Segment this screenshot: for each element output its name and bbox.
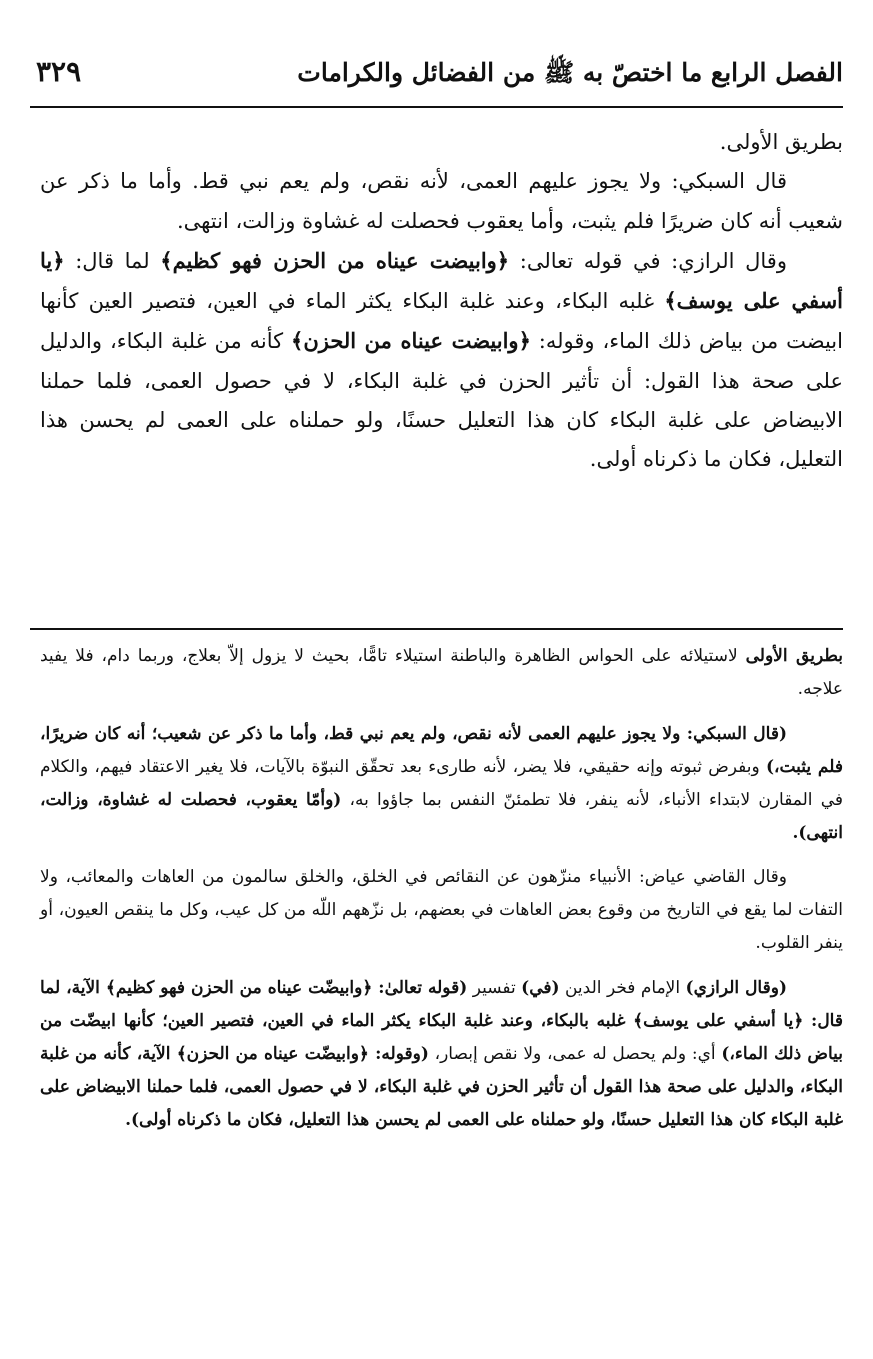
main-text-segment: وقال الرازي: في قوله تعالى: — [509, 248, 787, 273]
quran-quote: ﴿يا أسفي على يوسف﴾ — [40, 247, 843, 314]
commentary-segment: لاستيلائه على الحواس الظاهرة والباطنة استيلاء تامًّا، بحيث لا يزول إلاّ بعلاج، وربما دام، فلا يفيد علاجه. — [40, 646, 843, 699]
main-text-segment: كأنه من غلبة البكاء، والدليل على صحة هذا القول: أن تأثير الحزن في غلبة البكاء، لا في حصول العمى، فلما حملنا الابيضاض على غلبة البكاء كان هذا التعليل حسنًا، ولو حملناه على العمى لم يحسن هذا التعليل، فكان ما ذكرناه أولى. — [40, 329, 843, 472]
main-paragraph-3 — [40, 241, 843, 480]
lemma: (وأمّا يعقوب، فحصلت له غشاوة، وزالت، انتهى). — [40, 789, 843, 843]
quran-quote: ﴿وابيضت عيناه من الحزن فهو كظيم﴾ — [160, 247, 510, 273]
commentary-paragraph-3: وقال القاضي عياض: الأنبياء منزّهون عن النقائص في الخلق، والخلق سالمون من العاهات والمعائب، ولا التفات لما يقع في التاريخ من وقوع بعض العاهات في بعضهم، بل نزّههم اللّه من كل عيب، وكل ما ينقص العيون، أو ينفر القلوب. — [40, 867, 843, 954]
lemma: بطريق الأولى — [745, 646, 843, 666]
lemma: (قوله تعالىٰ: ﴿وابيضّت عيناه من الحزن فهو كظيم﴾ الآية، لما قال: ﴿يا أسفي على يوسف﴾ غلبه بالبكاء، وعند غلبة البكاء يكثر الماء في العين، فتصير العين؛ كأنها ابيضّت من بياض ذلك الماء،) — [40, 978, 843, 1064]
lemma: (في) — [521, 978, 560, 999]
running-title: الفصل الرابع ما اختصّ به ﷺ من الفضائل والكرامات — [297, 58, 843, 87]
commentary-segment: أي: ولم يحصل له عمى، ولا نقص إبصار، — [428, 1043, 722, 1064]
page-number: ٣٢٩ — [36, 55, 82, 88]
lemma: (وقال الرازي) — [685, 978, 787, 999]
commentary-text — [40, 640, 843, 1137]
page-header — [30, 48, 843, 108]
commentary-paragraph-1 — [40, 640, 843, 706]
main-paragraph-2: قال السبكي: ولا يجوز عليهم العمى، لأنه نقص، ولم يعم نبي قط. وأما ما ذكر عن شعيب أنه كان ضريرًا فلم يثبت، وأما يعقوب فحصلت له غشاوة وزالت، انتهى. — [40, 169, 843, 233]
main-text — [40, 123, 843, 480]
main-text-segment: غلبه البكاء، وعند غلبة البكاء يكثر الماء في العين، فتصير العين كأنها ابيضت من بياض ذلك الماء، وقوله: — [40, 289, 843, 354]
main-paragraph-1: بطريق الأولى. — [719, 130, 843, 154]
lemma: (وقوله: ﴿وابيضّت عيناه من الحزن﴾ الآية، كأنه من غلبة البكاء، والدليل على صحة هذا القول أن تأثير الحزن في غلبة البكاء، لا في حصول العمى، فلما حملنا الابيضاض على غلبة البكاء كان هذا التعليل حسنًا، ولو حملناه على العمى لم يحسن هذا التعليل، فكان ما ذكرناه أولى). — [40, 1043, 843, 1130]
quran-quote: ﴿وابيضت عيناه من الحزن﴾ — [291, 328, 531, 354]
commentary-segment: وبفرض ثبوته وإنه حقيقي، فلا يضر، لأنه طارىء بعد تحقّق النبوّة بالآيات، فلا يغير الاعتقاد فيهم، والكلام في المقارن لابتداء الأنباء، لأنه ينفر، فلا تطمئنّ النفس بما جاؤوا به، — [40, 756, 843, 810]
lemma: (قال السبكي: ولا يجوز عليهم العمى لأنه نقص، ولم يعم نبي قط، وأما ما ذكر عن شعيب؛ أنه كان ضريرًا، فلم يثبت،) — [40, 723, 843, 777]
commentary-segment: الإمام فخر الدين — [559, 978, 686, 999]
commentary-paragraph-2 — [40, 718, 843, 850]
commentary-segment: تفسير — [467, 978, 522, 999]
commentary-paragraph-4 — [40, 972, 843, 1137]
main-text-segment: لما قال: — [64, 248, 161, 273]
footnote-divider — [30, 628, 843, 630]
